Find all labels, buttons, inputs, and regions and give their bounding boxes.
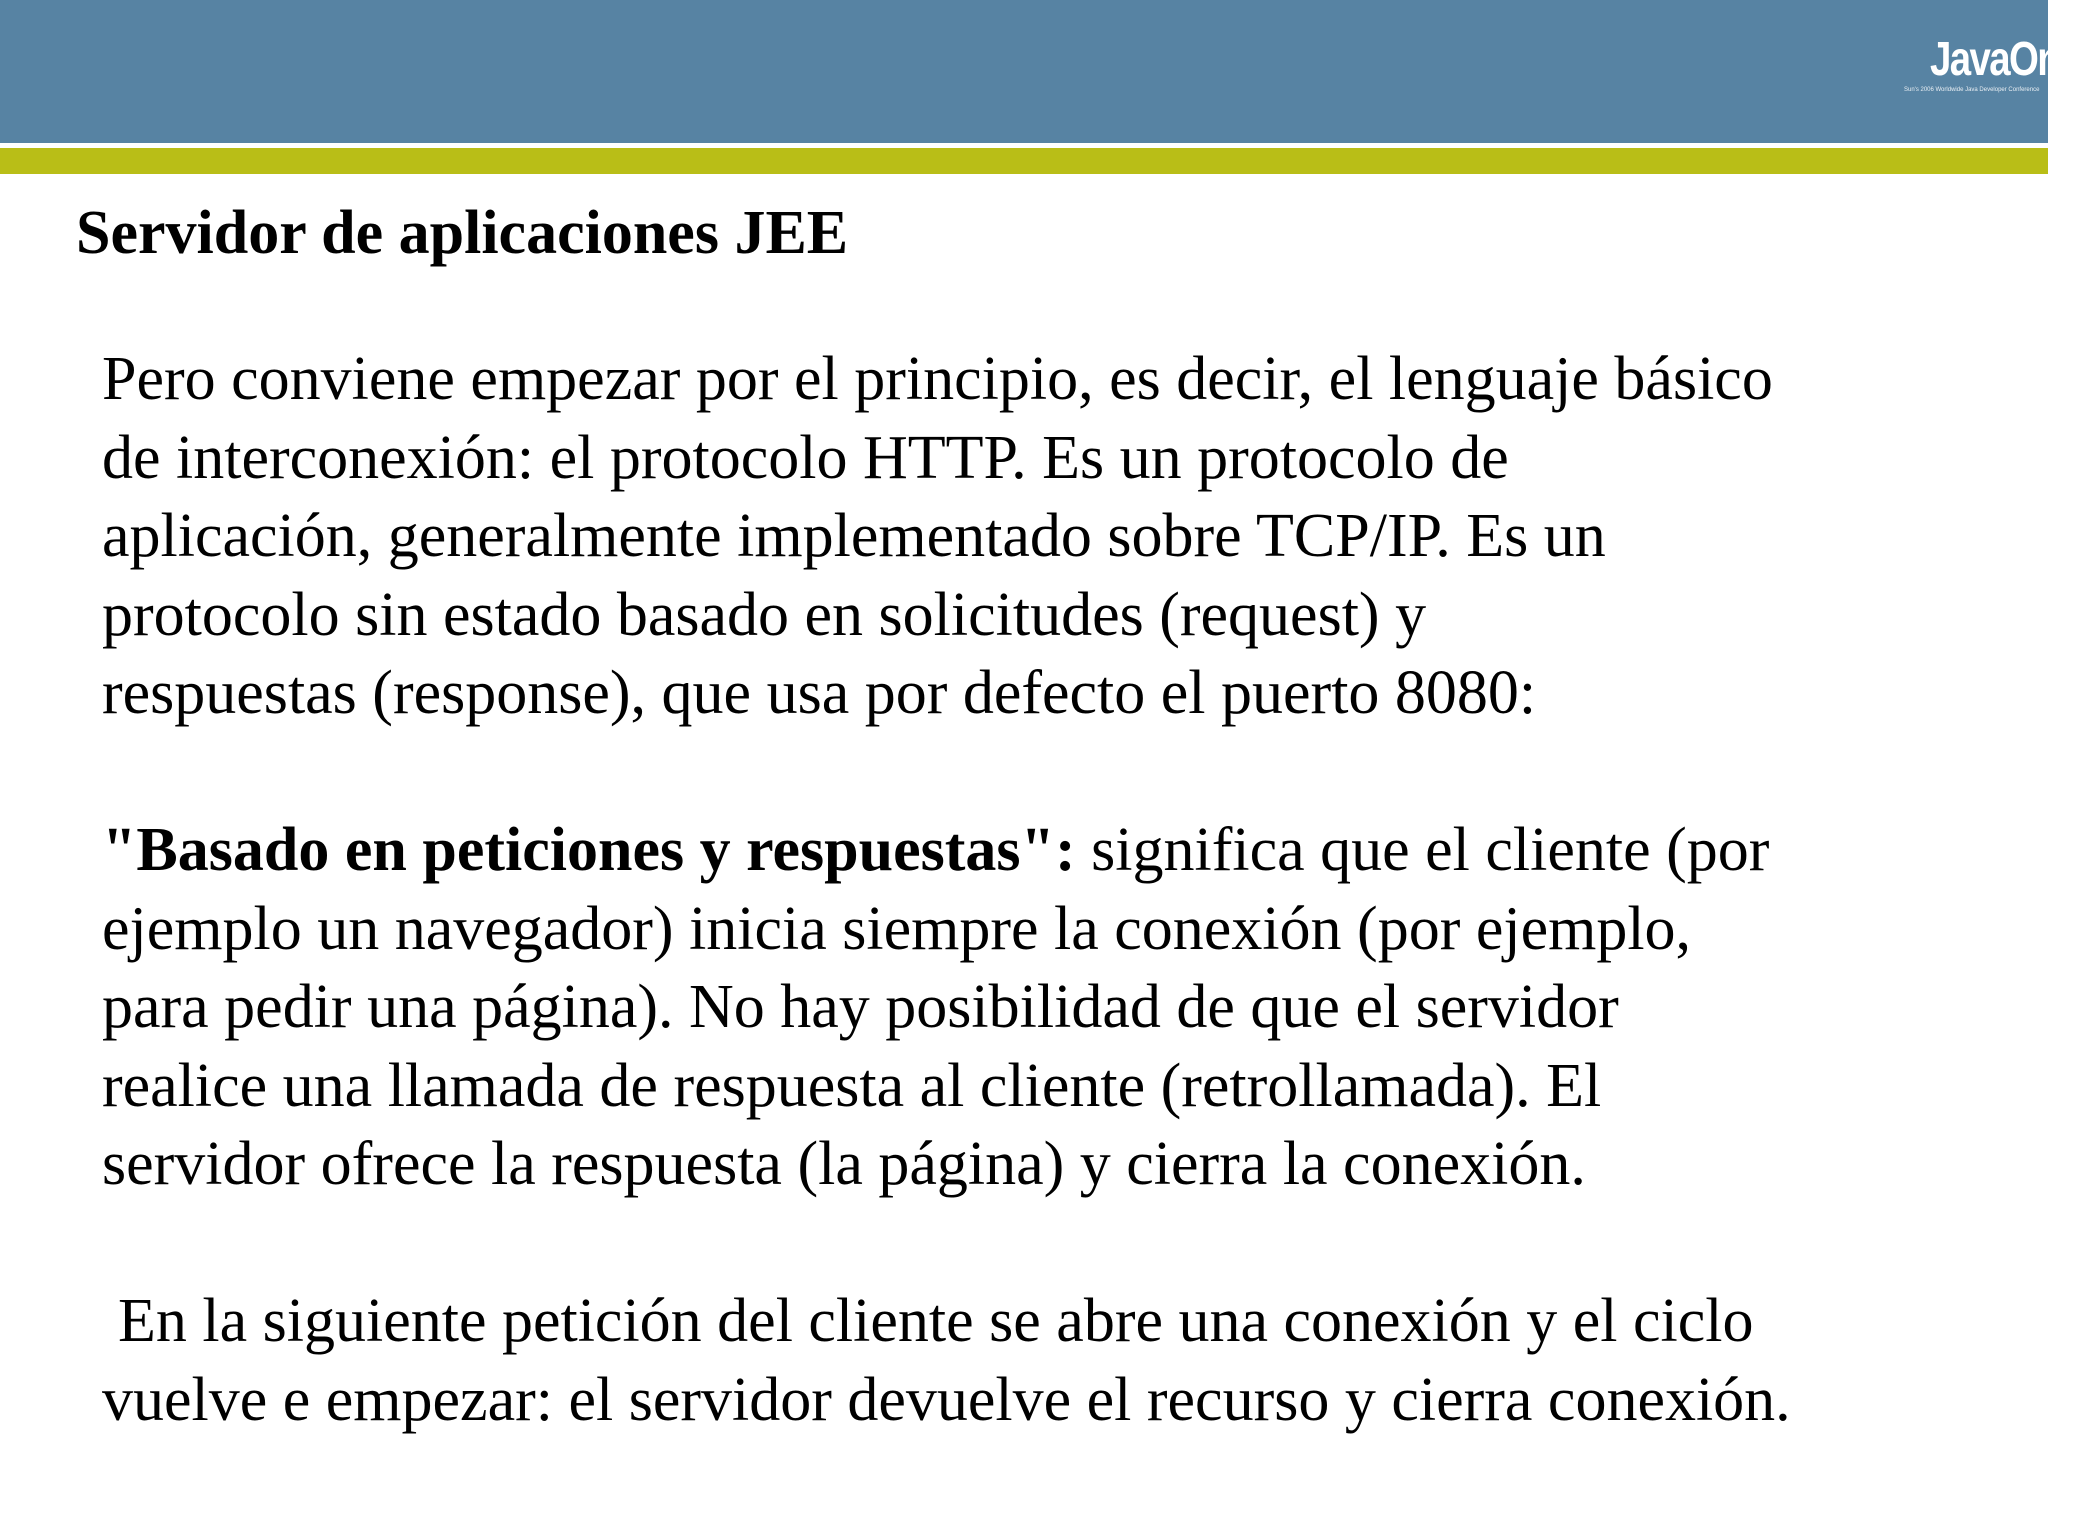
text-run: significa que el cliente (por [1075,816,1770,884]
javaone-logo [1904,33,2079,104]
text-line: de interconexión: el protocolo HTTP. Es un protocolo de [102,423,1509,492]
bold-lead-phrase: "Basado en peticiones y respuestas": [102,816,1076,884]
text-line: para pedir una página). No hay posibilidad de que el servidor [102,973,1619,1041]
logo-wordmark: JavaOne [1930,33,2079,86]
header-accent-stripe [0,148,2048,174]
paragraph-spacer [102,733,2022,812]
text-line: respuestas (response), que usa por defecto el puerto 8080: [102,659,1537,727]
text-line: vuelve e empezar: el servidor devuelve el recurso y cierra conexión. [102,1365,1791,1434]
logo-tagline: Sun's 2006 Worldwide Java Developer Conference [1904,87,2040,93]
slide-body [102,340,2022,1439]
text-line: protocolo sin estado basado en solicitudes (request) y [102,580,1427,649]
paragraph-cycle [102,1282,2022,1439]
text-line [102,811,2022,890]
text-line: servidor ofrece la respuesta (la página) y cierra la conexión. [102,1130,1586,1198]
text-line: ejemplo un navegador) inicia siempre la conexión (por ejemplo, [102,894,1692,963]
paragraph-request-response [102,811,2022,1204]
text-line: Pero conviene empezar por el principio, es decir, el lenguaje básico [102,345,1773,413]
slide-title: Servidor de aplicaciones JEE [76,199,849,267]
text-line: aplicación, generalmente implementado sobre TCP/IP. Es un [102,502,1606,570]
paragraph-spacer [102,1204,2022,1283]
paragraph-http-intro [102,340,2022,733]
text-line: realice una llamada de respuesta al cliente (retrollamada). El [102,1051,1602,1120]
header-band [0,0,2079,143]
text-line: En la siguiente petición del cliente se abre una conexión y el ciclo [118,1287,1754,1355]
